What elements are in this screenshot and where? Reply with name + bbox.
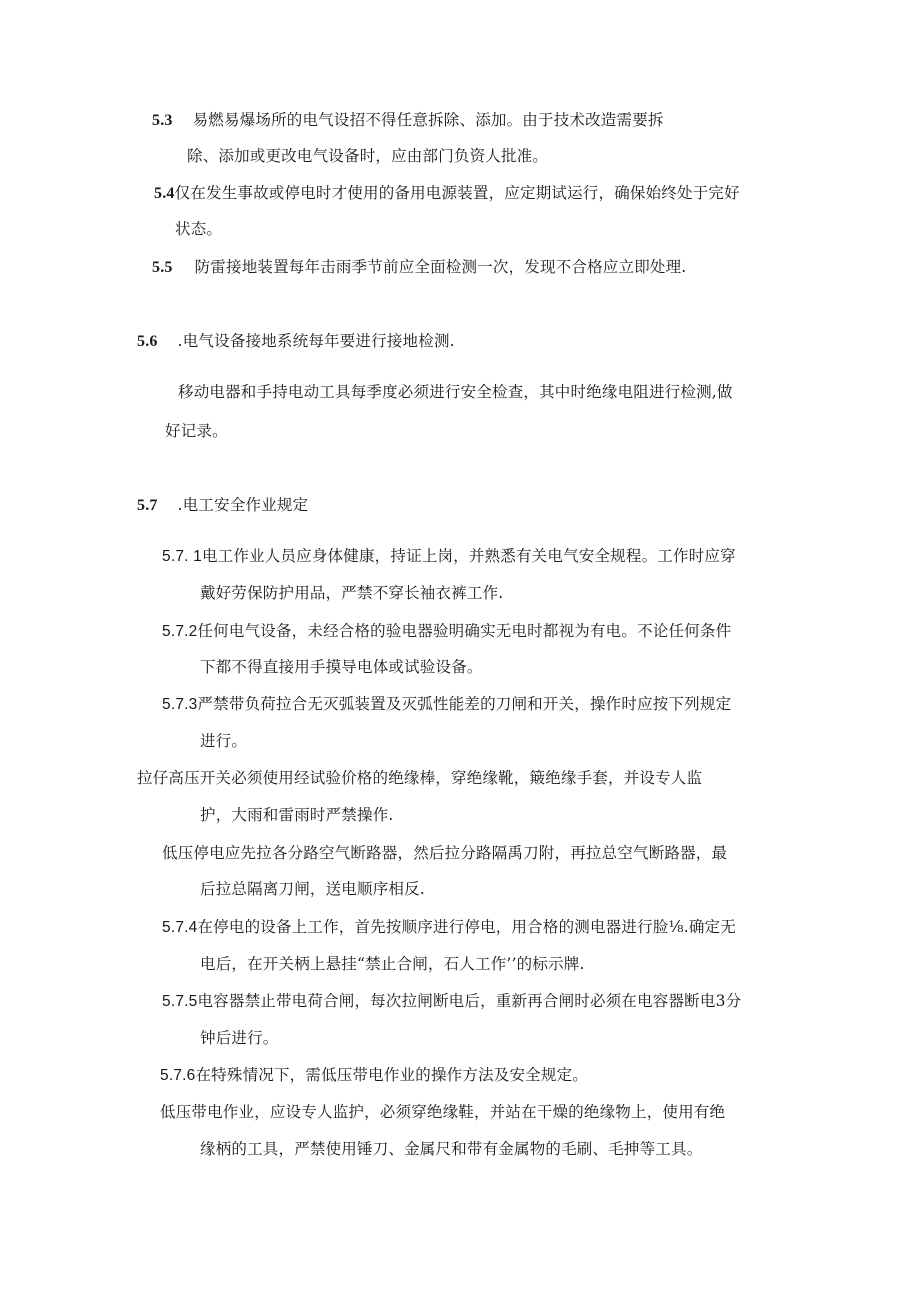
item-5-7-1-line-2 bbox=[200, 583, 503, 603]
paragraph-a-line-1 bbox=[137, 768, 702, 788]
item-5-7-5-line-1 bbox=[162, 991, 741, 1012]
section-text: 易燃易爆场所的电气设招不得任意拆除、添加。由于技术改造需要拆 bbox=[192, 111, 664, 129]
item-5-7-6-line-1 bbox=[160, 1065, 588, 1086]
item-text: 在特殊情况下，需低压带电作业的操作方法及安全规定。 bbox=[195, 1066, 588, 1084]
section-text: 防雷接地装置每年击雨季节前应全面检测一次，发现不合格应立即处理. bbox=[194, 258, 687, 276]
paragraph-text: 缘柄的工具，严禁使用锤刀、金属尺和带有金属物的毛刷、毛抻等工具。 bbox=[200, 1140, 703, 1158]
section-text: 仅在发生事故或停电时才使用的备用电源装置，应定期试运行，确保始终处于完好 bbox=[174, 184, 740, 202]
paragraph-c-line-2 bbox=[200, 1139, 702, 1159]
section-number: 5.4 bbox=[154, 185, 175, 202]
item-text: 电后，在开关柄上悬挂“禁止合闸，石人工作’’的标示牌. bbox=[200, 955, 585, 973]
paragraph-text: 低压带电作业，应设专人监护，必须穿绝缘鞋，并站在干燥的绝缘物上，使用有绝 bbox=[160, 1103, 726, 1121]
paragraph-text: 拉仔高压开关必须使用经试验价格的绝缘棒，穿绝缘靴，簸绝缘手套，并设专人监 bbox=[137, 769, 703, 787]
section-title: .电工安全作业规定 bbox=[177, 496, 309, 514]
section-number: 5.6 bbox=[137, 333, 158, 350]
item-text: 钟后进行。 bbox=[200, 1029, 279, 1047]
item-text: 在停电的设备上工作，首先按顺序进行停电，用合格的测电器进行脸⅛.确定无 bbox=[197, 918, 736, 936]
section-5-6-para-line-2 bbox=[165, 421, 228, 441]
section-5-3-line-1 bbox=[152, 110, 664, 131]
item-5-7-3-line-2 bbox=[200, 731, 247, 751]
item-number: 5.7.2 bbox=[162, 623, 198, 640]
item-text: 电工作业人员应身体健康，持证上岗，并熟悉有关电气安全规程。工作时应穿 bbox=[201, 547, 736, 565]
item-text: 任何电气设备，未经合格的验电器验明确实无电时都视为有电。不论任何条件 bbox=[197, 622, 732, 640]
item-text: 严禁带负荷拉合无灭弧装置及灭弧性能差的刀闸和开关，操作时应按下列规定 bbox=[197, 695, 732, 713]
section-text: 状态。 bbox=[175, 220, 223, 238]
item-5-7-4-line-2 bbox=[200, 954, 585, 974]
item-5-7-2-line-1 bbox=[162, 621, 731, 642]
section-5-6-para-line-1 bbox=[178, 382, 733, 402]
item-5-7-2-line-2 bbox=[200, 657, 483, 677]
section-5-7-title bbox=[137, 495, 308, 516]
section-5-4-line-2 bbox=[175, 219, 222, 239]
item-text: 进行。 bbox=[200, 732, 248, 750]
item-5-7-5-line-2 bbox=[200, 1028, 279, 1048]
paragraph-b-line-1 bbox=[162, 843, 727, 863]
section-number: 5.5 bbox=[152, 259, 173, 276]
paragraph-text: 护，大雨和雷雨时严禁操作. bbox=[200, 806, 394, 824]
paragraph-text: 移动电器和手持电动工具每季度必须进行安全检查，其中时绝缘电阻进行检测,做 bbox=[178, 383, 733, 401]
item-number: 5.7.6 bbox=[160, 1067, 196, 1084]
paragraph-text: 后拉总隔离刀闸，送电顺序相反. bbox=[200, 880, 425, 898]
item-text: 电容器禁止带电荷合闸，每次拉闸断电后，重新再合闸时必须在电容器断电3分 bbox=[197, 992, 742, 1010]
paragraph-text: 低压停电应先拉各分路空气断路器，然后拉分路隔禹刀附，再拉总空气断路器，最 bbox=[162, 844, 728, 862]
section-5-4-line-1 bbox=[154, 183, 740, 204]
item-number: 5.7.3 bbox=[162, 696, 198, 713]
item-number: 5.7. 1 bbox=[162, 548, 202, 565]
paragraph-b-line-2 bbox=[200, 879, 425, 899]
section-number: 5.3 bbox=[152, 112, 173, 129]
section-5-5-line-1 bbox=[152, 257, 686, 278]
item-5-7-1-line-1 bbox=[162, 546, 736, 567]
section-5-6-title bbox=[137, 331, 455, 352]
item-5-7-3-line-1 bbox=[162, 694, 731, 715]
item-text: 戴好劳保防护用品，严禁不穿长袖衣裤工作. bbox=[200, 584, 504, 602]
section-5-3-line-2 bbox=[187, 146, 548, 166]
section-text: 除、添加或更改电气设备时，应由部门负资人批准。 bbox=[187, 147, 549, 165]
paragraph-text: 好记录。 bbox=[165, 422, 228, 440]
item-text: 下都不得直接用手摸导电体或试验设备。 bbox=[200, 658, 483, 676]
paragraph-c-line-1 bbox=[160, 1102, 725, 1122]
item-number: 5.7.4 bbox=[162, 919, 198, 936]
item-5-7-4-line-1 bbox=[162, 917, 736, 938]
item-number: 5.7.5 bbox=[162, 993, 198, 1010]
section-number: 5.7 bbox=[137, 497, 158, 514]
paragraph-a-line-2 bbox=[200, 805, 394, 825]
section-title: .电气设备接地系统每年要进行接地检测. bbox=[177, 332, 455, 350]
